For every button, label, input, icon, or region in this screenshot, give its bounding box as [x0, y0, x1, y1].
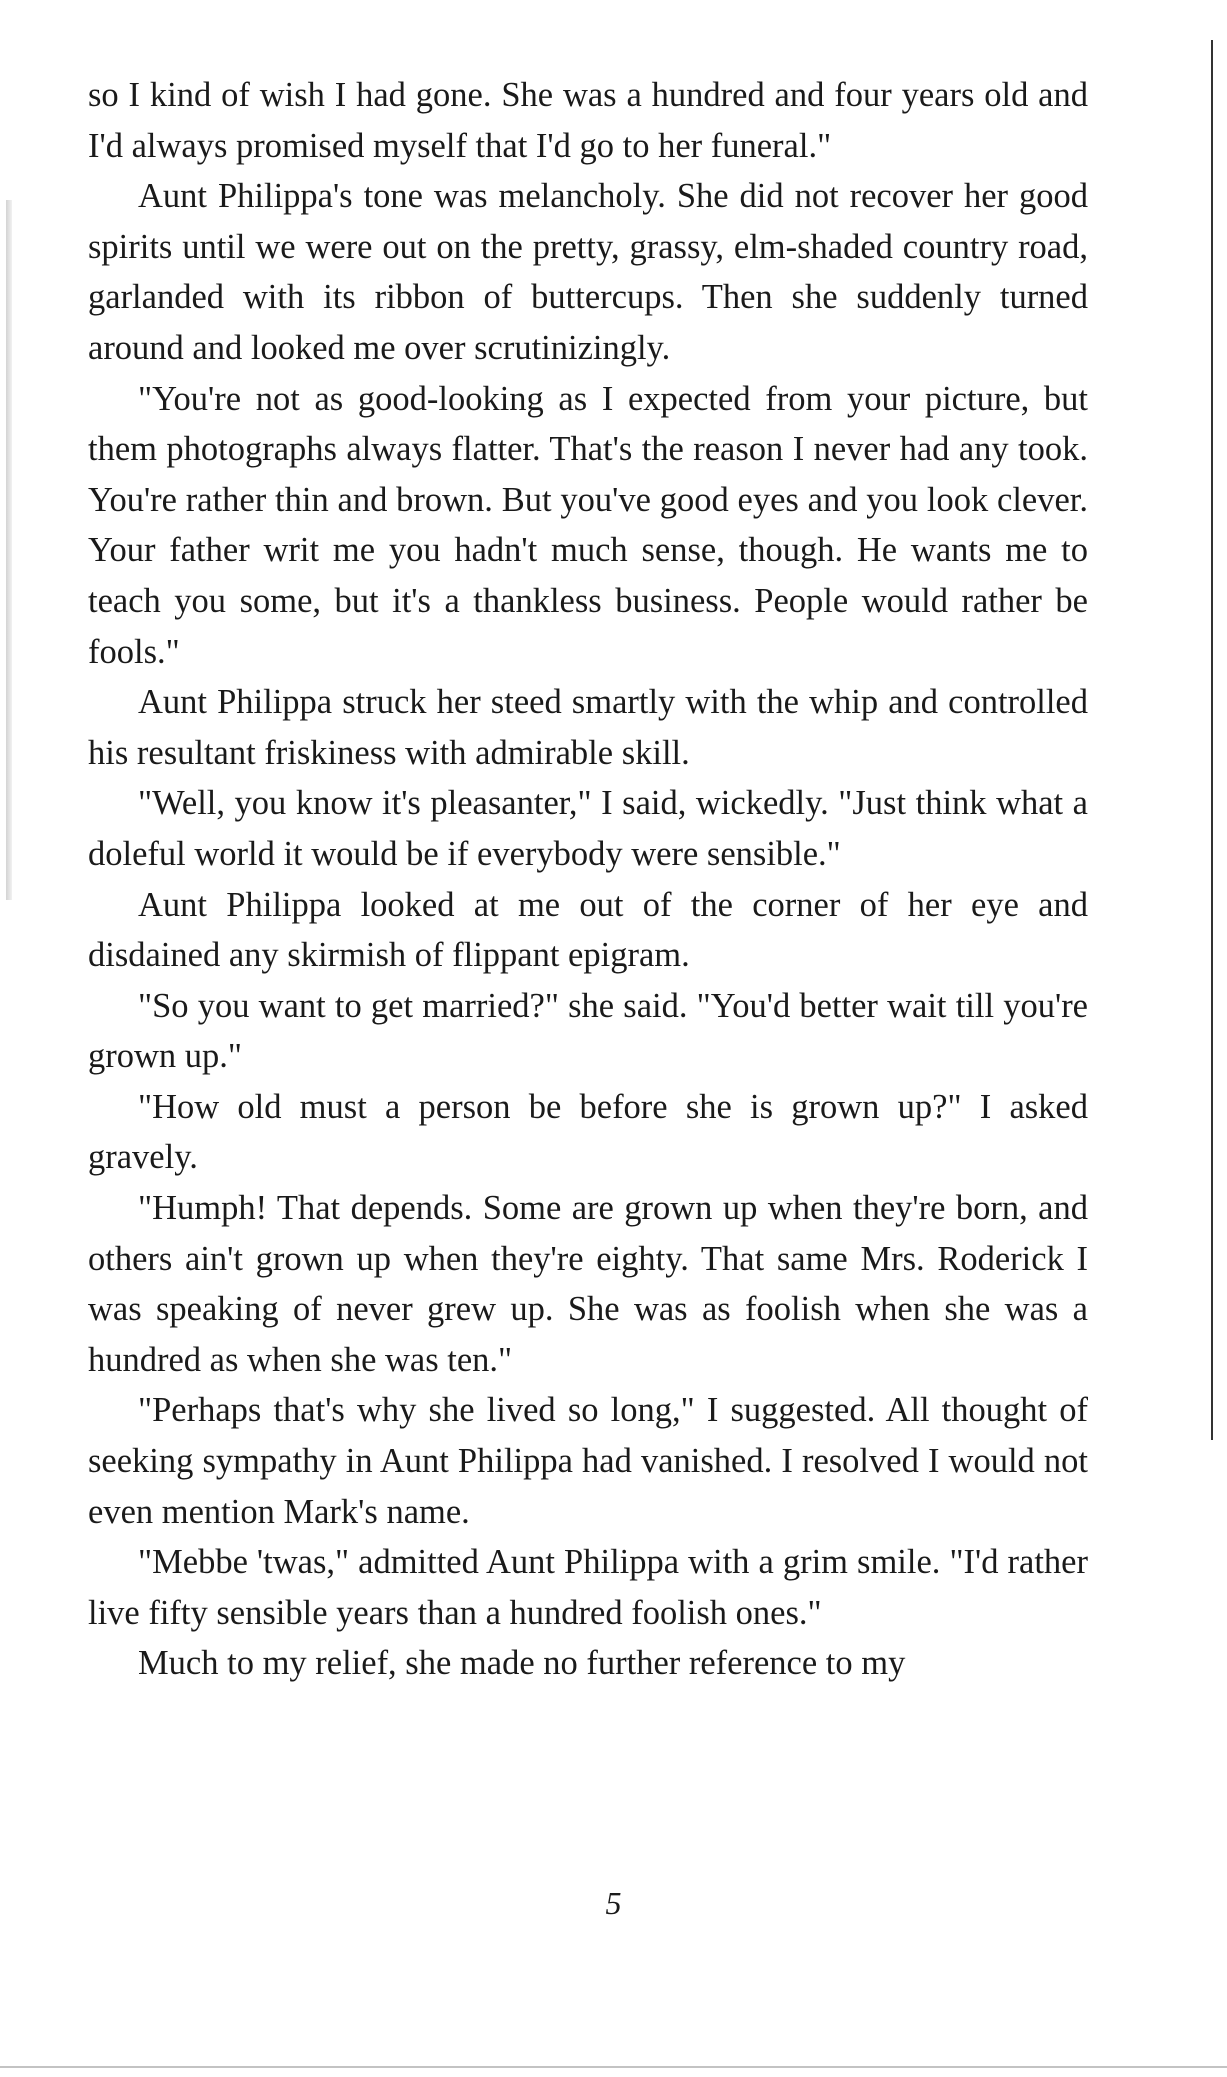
- paragraph: "You're not as good-looking as I expected from your picture, but them photographs always flatter. That's the reason I never had any took. You're rather thin and brown. But you've good eyes and you look clever. Your father writ me you hadn't much sense, though. He wants me to teach you some, but it's a thankless business. People would rather be fools.": [88, 379, 1088, 671]
- page-edge-line: [1211, 40, 1213, 1440]
- paragraph: "Perhaps that's why she lived so long," I suggested. All thought of seeking sympathy in Aunt Philippa had vanished. I resolved I would not even mention Mark's name.: [88, 1391, 1088, 1531]
- page-number: 5: [605, 1885, 622, 1921]
- paragraph: Much to my relief, she made no further reference to my: [138, 1644, 906, 1683]
- page-edge-shadow: [6, 200, 12, 900]
- paragraph: "How old must a person be before she is grown up?" I asked gravely.: [88, 1087, 1088, 1177]
- paragraph: "So you want to get married?" she said. "You'd better wait till you're grown up.": [88, 986, 1088, 1076]
- paragraph: Aunt Philippa struck her steed smartly with the whip and controlled his resultant friskiness with admirable skill.: [88, 683, 1088, 772]
- bottom-rule: [0, 2066, 1227, 2068]
- paragraph: Aunt Philippa looked at me out of the corner of her eye and disdained any skirmish of flippant epigram.: [88, 885, 1088, 975]
- paragraph: so I kind of wish I had gone. She was a hundred and four years old and I'd always promised myself that I'd go to her funeral.": [88, 76, 1088, 165]
- body-text: [88, 70, 1088, 1689]
- paragraph: "Humph! That depends. Some are grown up when they're born, and others ain't grown up when they're eighty. That same Mrs. Roderick I was speaking of never grew up. She was as foolish when she was a hundred as when she was ten.": [88, 1189, 1088, 1379]
- paragraph: Aunt Philippa's tone was melancholy. She did not recover her good spirits until we were out on the pretty, grassy, elm-shaded country road, garlanded with its ribbon of buttercups. Then she suddenly turned around and looked me over scrutinizingly.: [88, 177, 1088, 367]
- paragraph: "Well, you know it's pleasanter," I said, wickedly. "Just think what a doleful world it would be if everybody were sensible.": [88, 784, 1088, 873]
- paragraph: "Mebbe 'twas," admitted Aunt Philippa with a grim smile. "I'd rather live fifty sensible years than a hundred foolish ones.": [88, 1543, 1088, 1632]
